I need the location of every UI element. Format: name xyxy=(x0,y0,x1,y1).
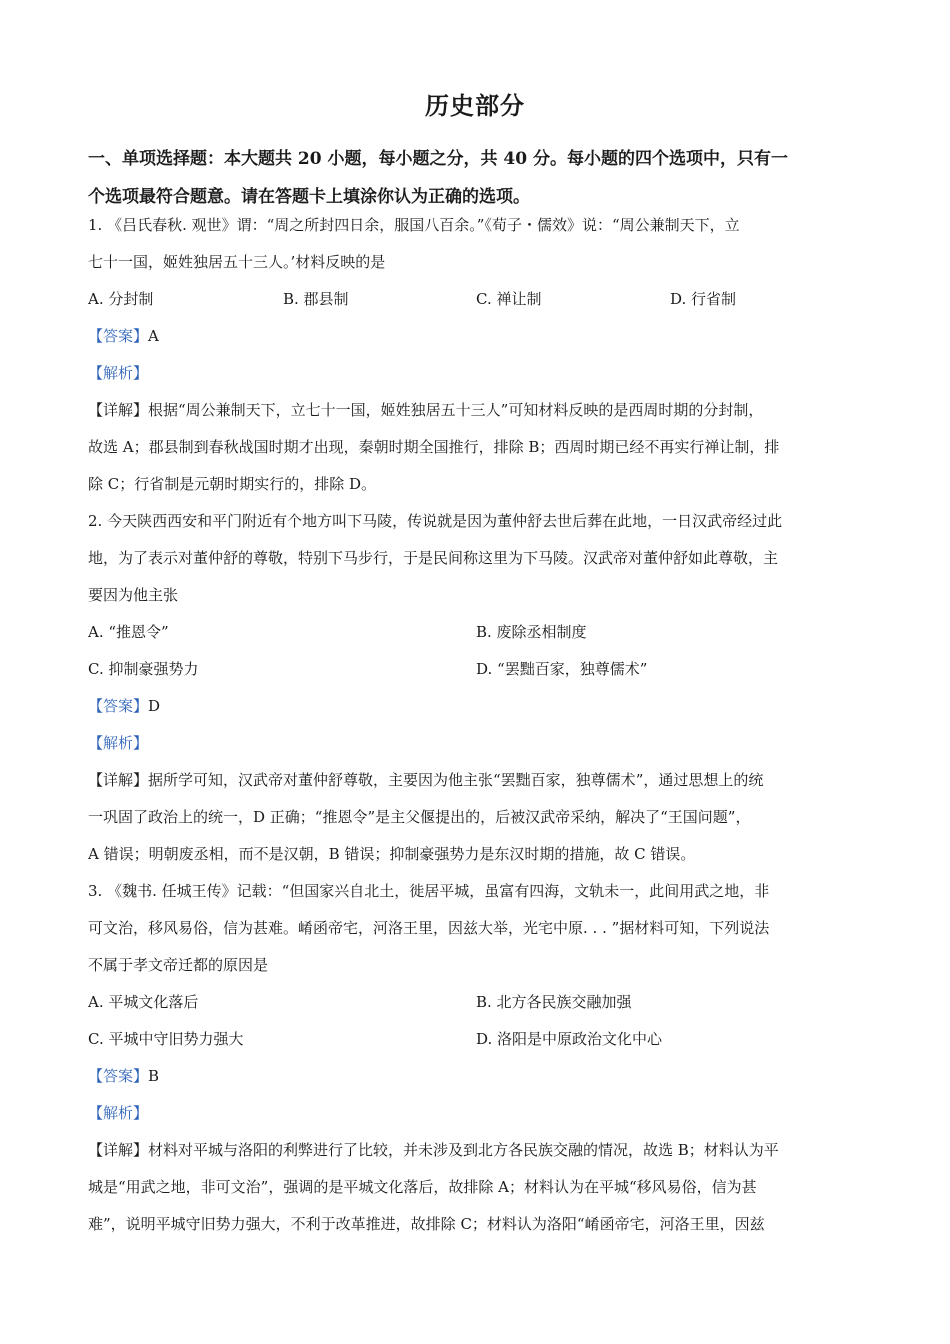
analysis-line xyxy=(88,727,868,764)
section-heading xyxy=(88,140,868,216)
answer-value: A xyxy=(148,327,159,345)
section-heading-line-2: 个选项最符合题意。请在答题卡上填涂你认为正确的选项。 xyxy=(88,187,530,207)
detail-text: A 错误；明朝废丞相，而不是汉朝，B 错误；抑制豪强势力是东汉时期的措施，故 C 错误。 xyxy=(88,845,696,863)
option-a: A. 平城文化落后 xyxy=(88,993,199,1011)
question-stem: 要因为他主张 xyxy=(88,586,179,604)
analysis-line xyxy=(88,357,868,394)
detail-text: 难”，说明平城守旧势力强大，不利于改革推进，故排除 C；材料认为洛阳“崤函帝宅，河洛王里，因兹 xyxy=(88,1215,765,1233)
section-heading-line-1: 一、单项选择题：本大题共 20 小题，每小题之分，共 40 分。每小题的四个选项中，只有一 xyxy=(88,149,788,169)
answer-label: 【答案】 xyxy=(88,327,149,345)
question-stem: 3. 《魏书. 任城王传》记载：“但国家兴自北土，徙居平城，虽富有四海，文轨未一，此间用武之地，非 xyxy=(88,882,770,900)
detail-label: 【详解】 xyxy=(88,771,149,789)
page-title: 历史部分 xyxy=(425,91,525,120)
analysis-line xyxy=(88,1097,868,1134)
options-row xyxy=(88,653,868,690)
answer-line xyxy=(88,690,868,727)
detail-label: 【详解】 xyxy=(88,1141,149,1159)
detail-text: 根据“周公兼制天下，立七十一国，姬姓独居五十三人”可知材料反映的是西周时期的分封制， xyxy=(148,401,764,419)
analysis-label: 【解析】 xyxy=(88,734,149,752)
option-a: A. 分封制 xyxy=(88,290,154,308)
question-3 xyxy=(88,875,868,1245)
detail-text: 据所学可知，汉武帝对董仲舒尊敬，主要因为他主张“罢黜百家，独尊儒术”，通过思想上的统 xyxy=(148,771,764,789)
option-b: B. 郡县制 xyxy=(283,290,349,308)
option-d: D. 洛阳是中原政治文化中心 xyxy=(476,1030,663,1048)
option-d: D. “罢黜百家，独尊儒术” xyxy=(476,660,648,678)
option-b: B. 北方各民族交融加强 xyxy=(476,993,632,1011)
options-row xyxy=(88,986,868,1023)
question-stem: 2. 今天陕西西安和平门附近有个地方叫下马陵，传说就是因为董仲舒去世后葬在此地，一日汉武帝经过此 xyxy=(88,512,783,530)
option-a: A. “推恩令” xyxy=(88,623,169,641)
options-row xyxy=(88,616,868,653)
option-b: B. 废除丞相制度 xyxy=(476,623,587,641)
detail-line xyxy=(88,394,868,431)
answer-value: B xyxy=(148,1067,160,1085)
option-d: D. 行省制 xyxy=(670,290,737,308)
detail-text: 除 C；行省制是元朝时期实行的，排除 D。 xyxy=(88,475,377,493)
detail-text: 一巩固了政治上的统一，D 正确；“推恩令”是主父偃提出的，后被汉武帝采纳，解决了“王国问题”， xyxy=(88,808,751,826)
detail-text: 材料对平城与洛阳的利弊进行了比较，并未涉及到北方各民族交融的情况，故选 B；材料认为平 xyxy=(148,1141,779,1159)
question-stem: 七十一国，姬姓独居五十三人。’材料反映的是 xyxy=(88,253,386,271)
analysis-label: 【解析】 xyxy=(88,1104,149,1122)
answer-label: 【答案】 xyxy=(88,697,149,715)
question-2 xyxy=(88,505,868,875)
questions xyxy=(88,209,868,1245)
detail-text: 故选 A；郡县制到春秋战国时期才出现，秦朝时期全国推行，排除 B；西周时期已经不再实行禅让制，排 xyxy=(88,438,780,456)
options-row xyxy=(88,1023,868,1060)
detail-line xyxy=(88,764,868,801)
detail-line xyxy=(88,1134,868,1171)
answer-line xyxy=(88,320,868,357)
question-stem: 地，为了表示对董仲舒的尊敬，特别下马步行，于是民间称这里为下马陵。汉武帝对董仲舒如此尊敬，主 xyxy=(88,549,779,567)
question-stem: 可文治，移风易俗，信为甚难。崤函帝宅，河洛王里，因兹大举，光宅中原. . . ”据材料可知，下列说法 xyxy=(88,919,770,937)
option-c: C. 禅让制 xyxy=(476,290,542,308)
option-c: C. 平城中守旧势力强大 xyxy=(88,1030,244,1048)
options-row xyxy=(88,283,868,320)
answer-value: D xyxy=(148,697,161,715)
question-stem: 1. 《吕氏春秋. 观世》谓：“周之所封四日余，服国八百余。”《荀子・儒效》说：“周公兼制天下，立 xyxy=(88,216,740,234)
analysis-label: 【解析】 xyxy=(88,364,149,382)
question-stem: 不属于孝文帝迁都的原因是 xyxy=(88,956,269,974)
option-c: C. 抑制豪强势力 xyxy=(88,660,199,678)
answer-line xyxy=(88,1060,868,1097)
detail-label: 【详解】 xyxy=(88,401,149,419)
answer-label: 【答案】 xyxy=(88,1067,149,1085)
detail-text: 城是“用武之地，非可文治”，强调的是平城文化落后，故排除 A；材料认为在平城“移风易俗，信为甚 xyxy=(88,1178,757,1196)
question-1 xyxy=(88,209,868,505)
